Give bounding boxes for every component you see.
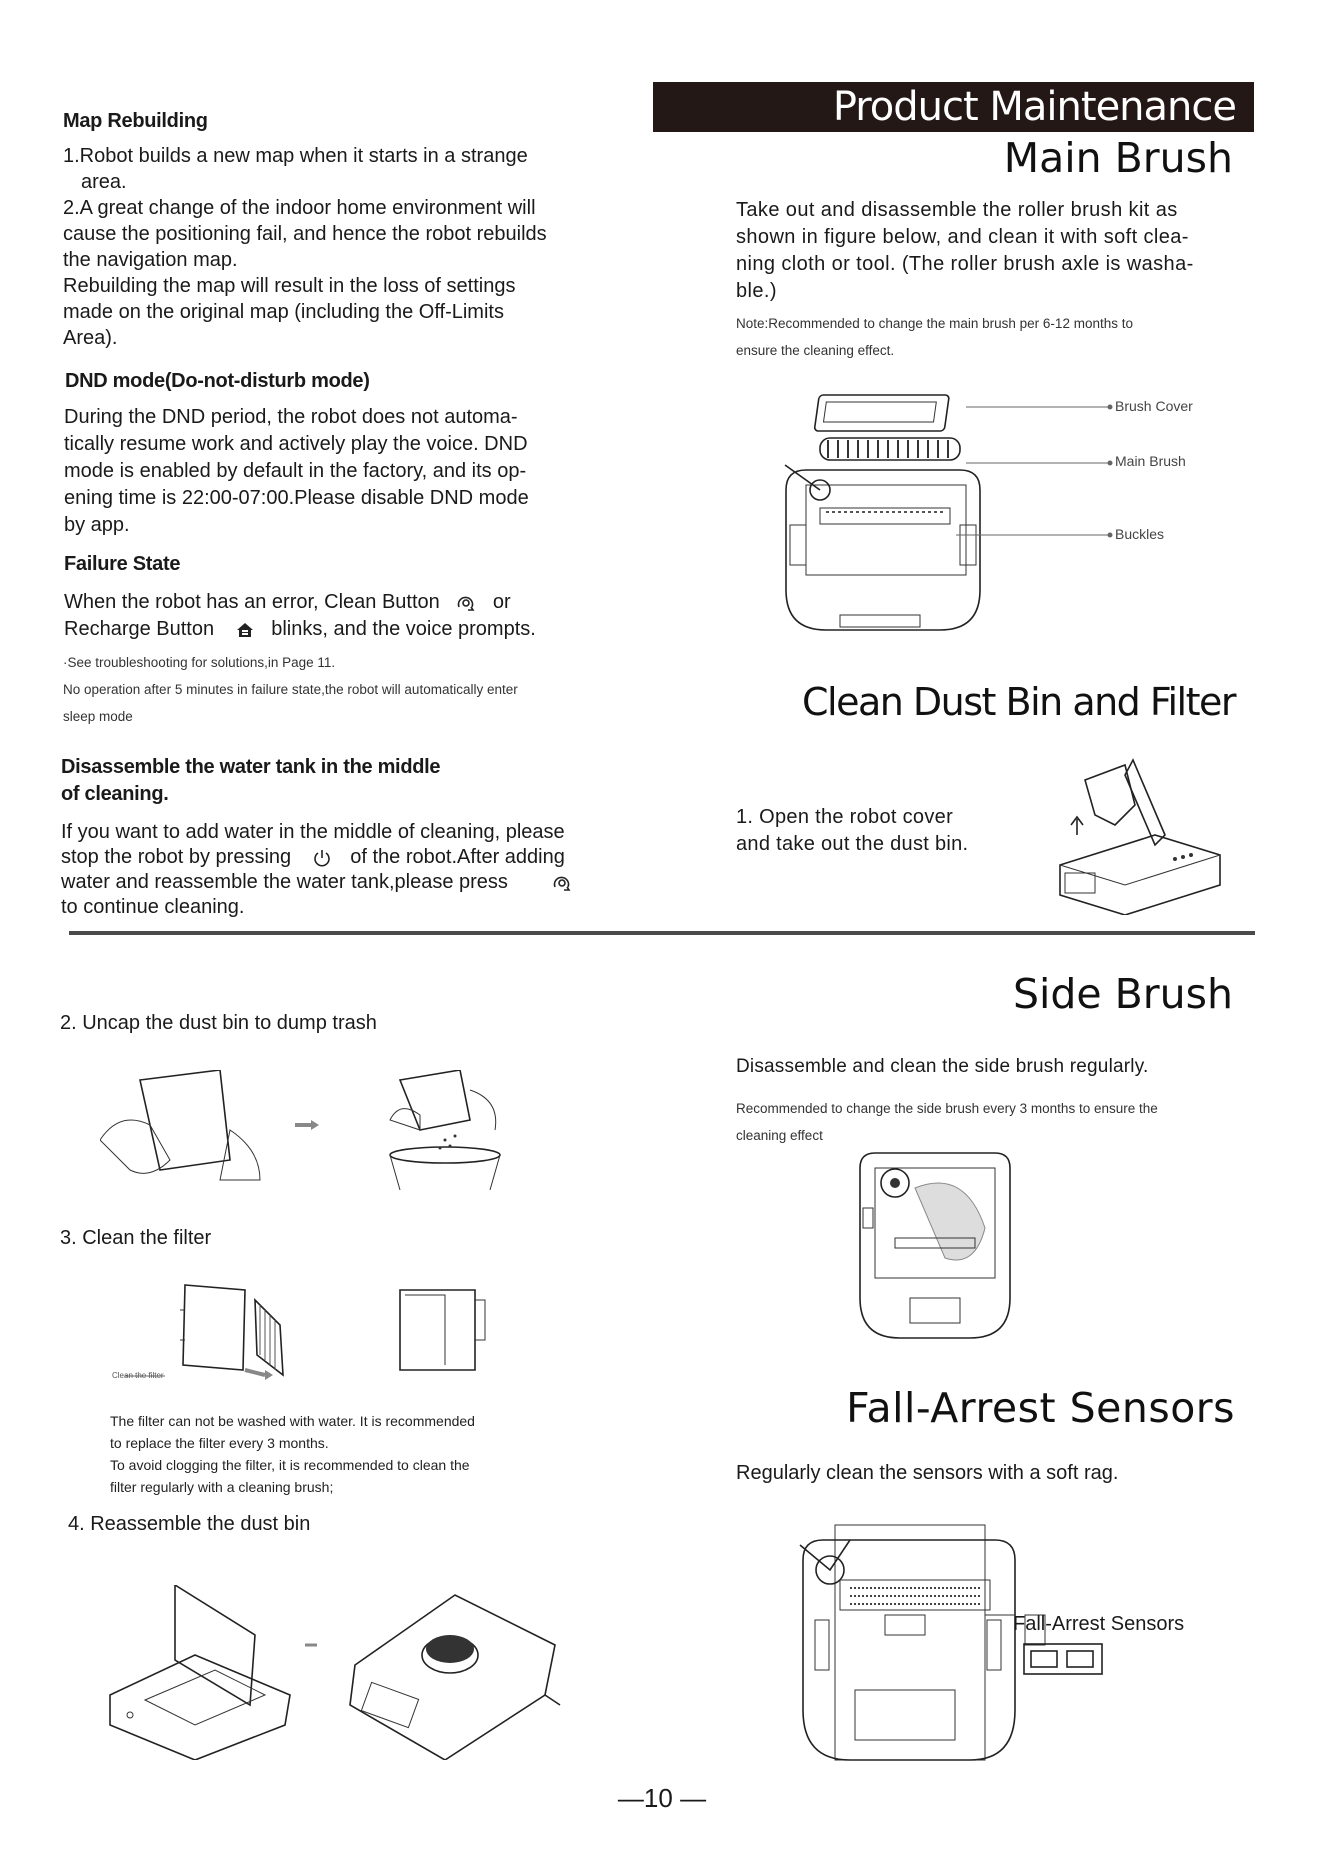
page-number: —10 —: [617, 1783, 707, 1813]
text-line: 1. Open the robot cover: [736, 806, 954, 828]
dnd-text: [64, 404, 624, 539]
main-brush-label: Main Brush: [1115, 453, 1186, 469]
text-line: [61, 845, 701, 870]
map-rebuilding-heading: Map Rebuilding: [63, 110, 208, 132]
text-line: tically resume work and actively play the voice. DND: [64, 433, 528, 455]
text-line: the navigation map.: [63, 249, 238, 271]
note-line: sleep mode: [63, 709, 133, 724]
fall-arrest-title: Fall-Arrest Sensors: [846, 1384, 1235, 1432]
step2-text: 2. Uncap the dust bin to dump trash: [60, 1012, 377, 1034]
text-line: Take out and disassemble the roller brush kit as: [736, 199, 1178, 221]
fall-arrest-label: Fall-Arrest Sensors: [1013, 1613, 1185, 1635]
step4-text: 4. Reassemble the dust bin: [68, 1513, 311, 1535]
text-span: or: [492, 591, 511, 613]
side-brush-title: Side Brush: [1012, 970, 1233, 1018]
text-line: and take out the dust bin.: [736, 833, 969, 855]
open-cover-illustration: [1055, 755, 1235, 915]
dump-trash-illustration: [100, 1070, 520, 1190]
sensor-detail-icon: [1023, 1643, 1103, 1675]
banner-title: Product Maintenance: [832, 84, 1236, 130]
note-line: ensure the cleaning effect.: [736, 343, 895, 358]
clean-button-icon: [551, 873, 573, 893]
text-span: water and reassemble the water tank,please press: [61, 871, 508, 893]
main-brush-title: Main Brush: [1003, 134, 1233, 182]
clean-filter-label: Clean the filter: [112, 1371, 164, 1380]
text-span: of the robot.After adding: [350, 846, 565, 868]
side-brush-notes: [736, 1095, 1158, 1149]
text-span: Recharge Button: [64, 618, 215, 640]
text-span: blinks, and the voice prompts.: [271, 618, 536, 640]
water-tank-text: [61, 820, 701, 920]
map-rebuilding-text: [63, 143, 623, 351]
note-line: to replace the filter every 3 months.: [110, 1435, 329, 1451]
note-line: ·See troubleshooting for solutions,in Page 11.: [63, 655, 336, 670]
water-tank-heading: [61, 754, 440, 808]
text-line: ening time is 22:00-07:00.Please disable DND mode: [64, 487, 529, 509]
fall-arrest-illustration: [795, 1520, 1050, 1765]
note-line: Recommended to change the side brush every 3 months to ensure the: [736, 1101, 1158, 1116]
text-line: shown in figure below, and clean it with soft clea-: [736, 226, 1189, 248]
heading-line: of cleaning.: [61, 783, 169, 805]
section-divider: [69, 931, 1255, 935]
text-line: Area).: [63, 327, 118, 349]
text-line: 1.Robot builds a new map when it starts in a strange: [63, 145, 528, 167]
text-line: During the DND period, the robot does not automa-: [64, 406, 518, 428]
recharge-button-icon: [236, 621, 254, 639]
main-brush-note: [736, 310, 1133, 364]
text-line: by app.: [64, 514, 130, 536]
text-line: 2.A great change of the indoor home environment will: [63, 197, 536, 219]
dust-bin-title: Clean Dust Bin and Filter: [801, 680, 1235, 724]
text-span: When the robot has an error, Clean Button: [64, 591, 440, 613]
clean-button-icon: [455, 593, 477, 613]
failure-notes: [63, 649, 518, 730]
failure-text: [64, 589, 664, 643]
text-line: to continue cleaning.: [61, 896, 245, 918]
heading-line: Disassemble the water tank in the middle: [61, 756, 441, 778]
text-line: made on the original map (including the Off-Limits: [63, 301, 504, 323]
side-brush-illustration: [855, 1148, 1015, 1343]
note-line: filter regularly with a cleaning brush;: [110, 1479, 334, 1495]
text-line: [61, 870, 701, 895]
note-line: No operation after 5 minutes in failure state,the robot will automatically enter: [63, 682, 518, 697]
dnd-heading: DND mode(Do-not-disturb mode): [65, 370, 370, 392]
text-line: Rebuilding the map will result in the loss of settings: [63, 275, 516, 297]
text-line: [64, 616, 664, 643]
text-line: ning cloth or tool. (The roller brush axle is washa-: [736, 253, 1194, 275]
failure-heading: Failure State: [64, 553, 181, 575]
text-line: ble.): [736, 280, 777, 302]
text-line: cause the positioning fail, and hence the robot rebuilds: [63, 223, 547, 245]
text-line: [64, 589, 664, 616]
note-line: To avoid clogging the filter, it is recommended to clean the: [110, 1457, 470, 1473]
reassemble-illustration: [105, 1585, 565, 1760]
text-line: If you want to add water in the middle of cleaning, please: [61, 821, 565, 843]
main-brush-text: [736, 197, 1256, 305]
fall-arrest-text: Regularly clean the sensors with a soft rag.: [736, 1462, 1119, 1484]
text-line: area.: [81, 171, 127, 193]
step3-text: 3. Clean the filter: [60, 1227, 212, 1249]
side-brush-text: Disassemble and clean the side brush regularly.: [736, 1056, 1149, 1077]
brush-cover-label: Brush Cover: [1115, 398, 1193, 414]
note-line: Note:Recommended to change the main brush per 6-12 months to: [736, 316, 1133, 331]
product-maintenance-banner: [653, 82, 1254, 132]
note-line: cleaning effect: [736, 1128, 823, 1143]
filter-notes: [110, 1410, 475, 1498]
text-span: stop the robot by pressing: [61, 846, 292, 868]
power-icon: [313, 849, 331, 867]
text-line: mode is enabled by default in the factory, and its op-: [64, 460, 527, 482]
clean-filter-illustration: [105, 1280, 505, 1390]
buckles-label: Buckles: [1115, 526, 1165, 542]
note-line: The filter can not be washed with water. It is recommended: [110, 1413, 475, 1429]
main-brush-illustration: [780, 390, 1120, 640]
dust-bin-step1: [736, 804, 968, 858]
